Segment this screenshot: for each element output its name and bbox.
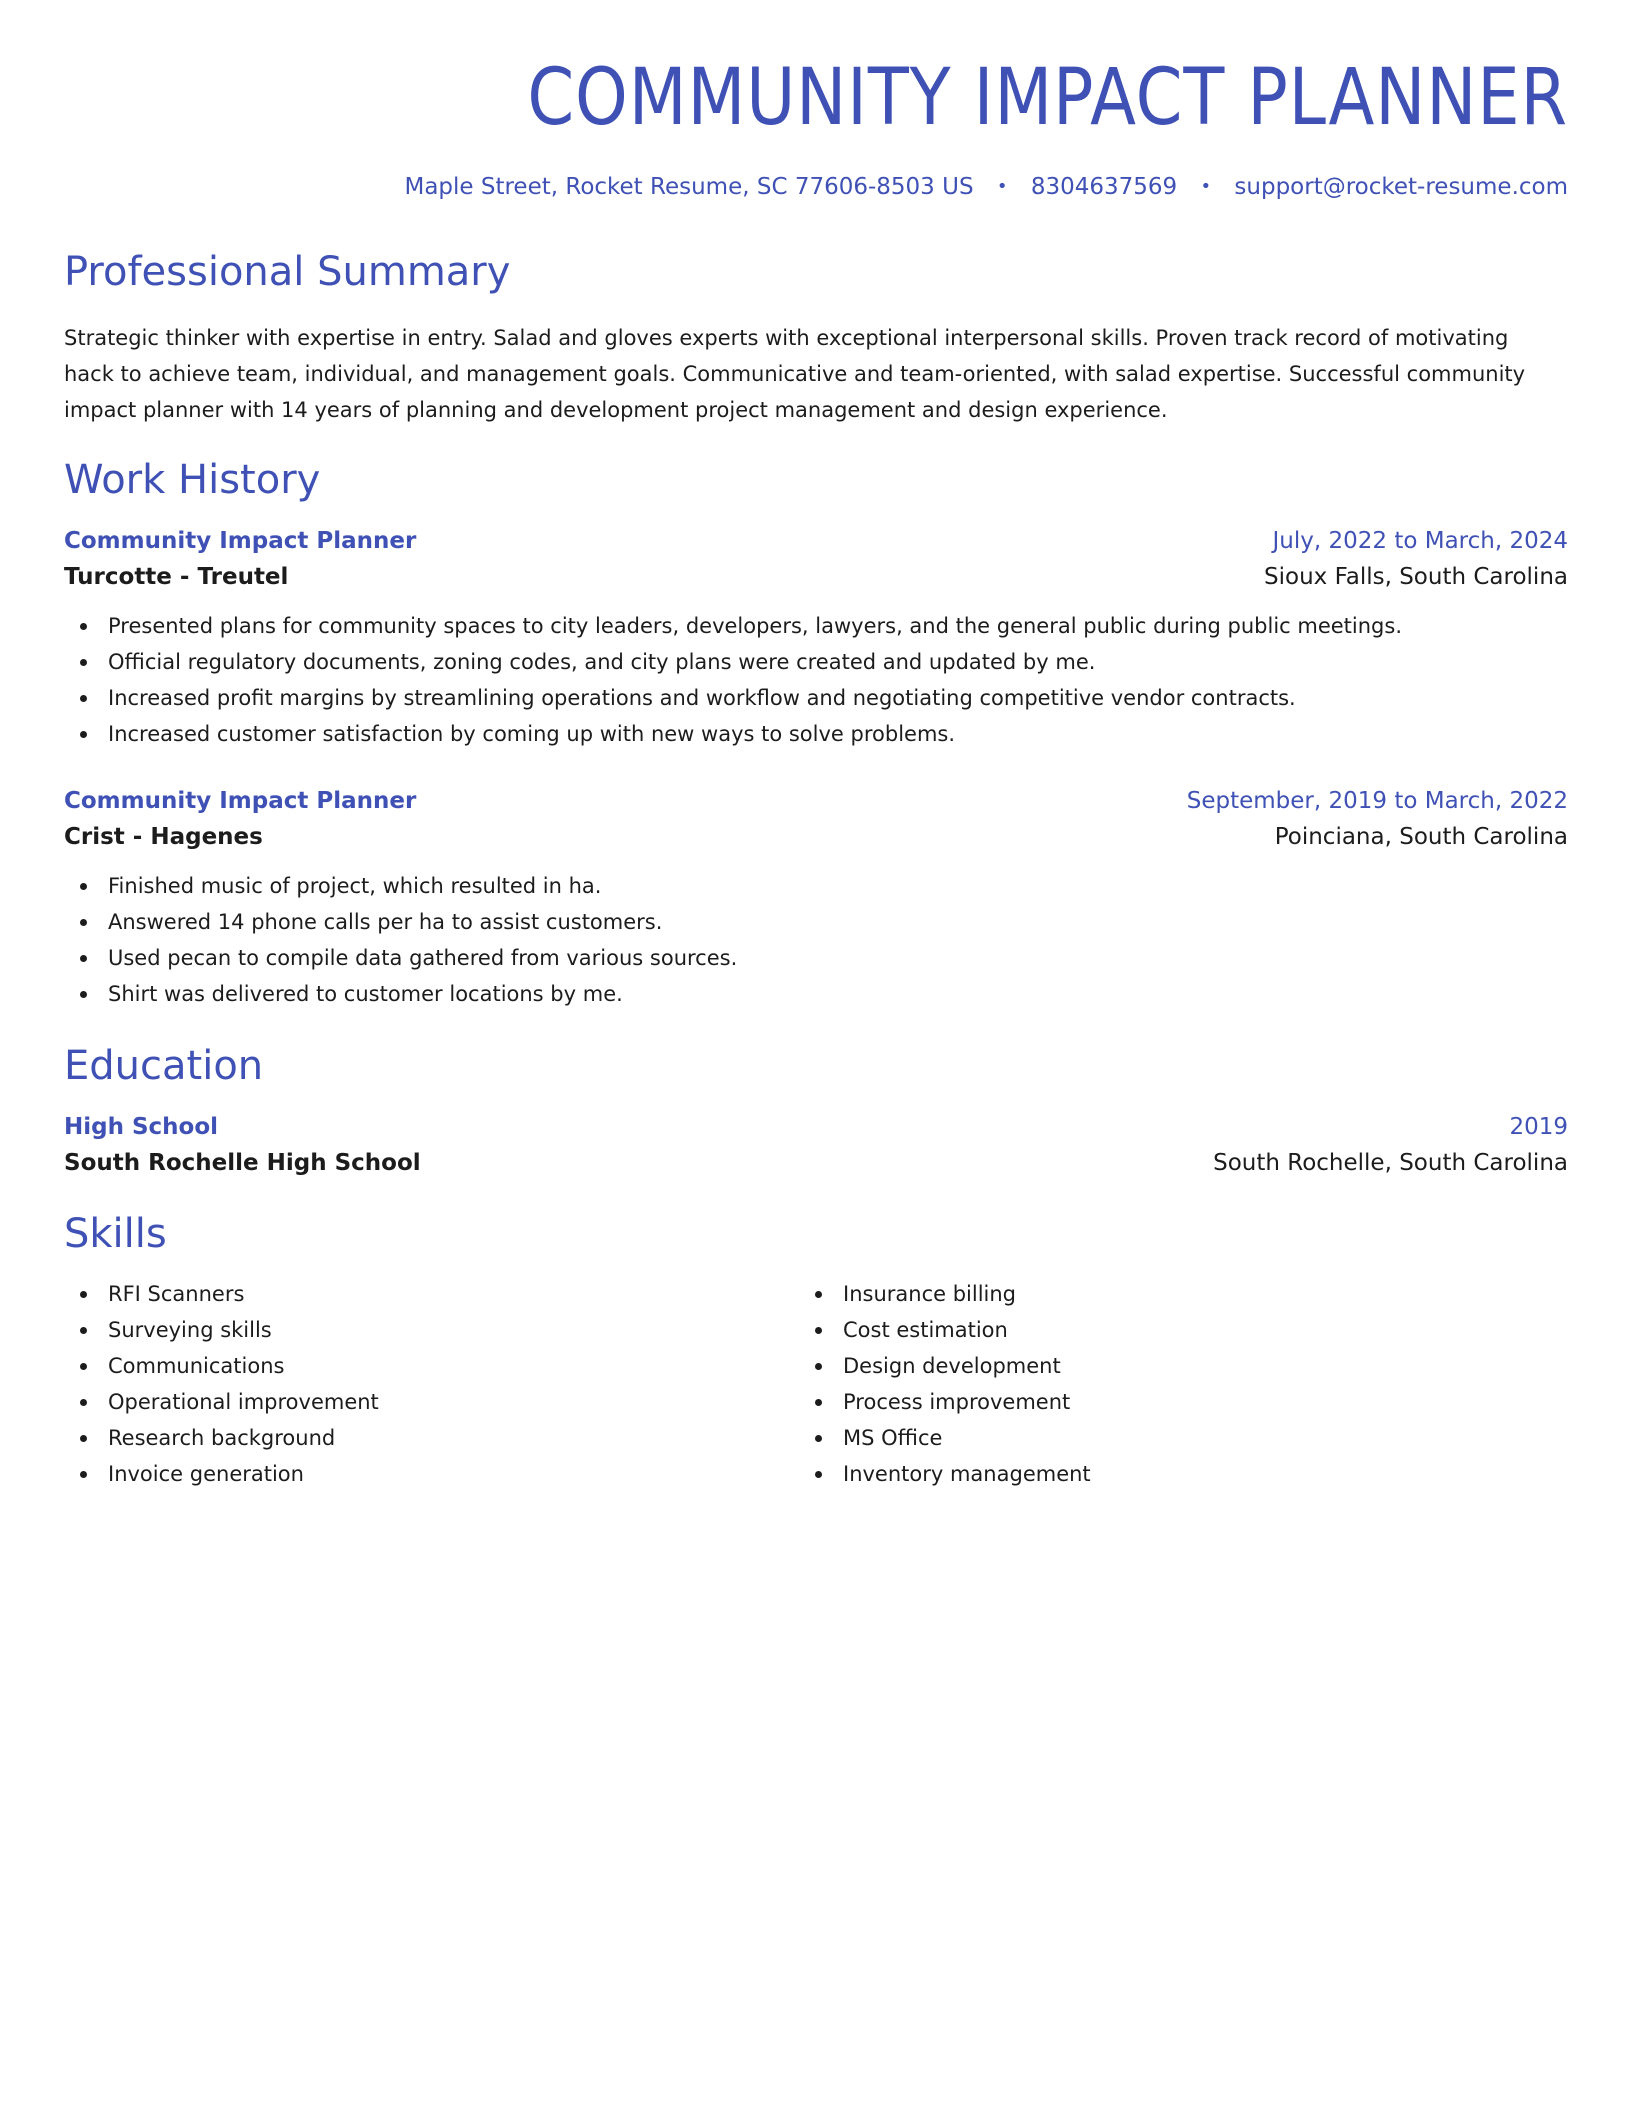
candidate-name: COMMUNITY IMPACT PLANNER bbox=[527, 53, 1568, 143]
contact-line bbox=[64, 174, 1568, 200]
skill-item: Process improvement bbox=[815, 1384, 1534, 1420]
job-bullets bbox=[64, 608, 1568, 752]
list-item: Shirt was delivered to customer locations by me. bbox=[80, 976, 1568, 1012]
address: Maple Street, Rocket Resume, SC 77606-8503 US bbox=[404, 173, 974, 200]
school-location: South Rochelle, South Carolina bbox=[1213, 1149, 1568, 1176]
contact-separator: • bbox=[996, 175, 1008, 197]
skills-left-column bbox=[64, 1276, 799, 1492]
job-location: Poinciana, South Carolina bbox=[1274, 823, 1568, 850]
work-history-section bbox=[64, 456, 1568, 1012]
skills-section bbox=[64, 1210, 1568, 1492]
skills-heading: Skills bbox=[64, 1210, 167, 1257]
job-dates: September, 2019 to March, 2022 bbox=[1186, 787, 1568, 814]
job-entry bbox=[64, 528, 1568, 752]
list-item: Official regulatory documents, zoning codes, and city plans were created and updated by me. bbox=[80, 644, 1568, 680]
skills-columns bbox=[64, 1276, 1568, 1492]
skill-item: Inventory management bbox=[815, 1456, 1534, 1492]
contact-separator: • bbox=[1200, 175, 1212, 197]
list-item: Used pecan to compile data gathered from various sources. bbox=[80, 940, 1568, 976]
work-history-heading: Work History bbox=[64, 456, 321, 503]
education-entry bbox=[64, 1114, 1568, 1176]
education-section bbox=[64, 1042, 1568, 1176]
list-item: Increased profit margins by streamlining operations and workflow and negotiating competitive vendor contracts. bbox=[80, 680, 1568, 716]
list-item: Answered 14 phone calls per ha to assist customers. bbox=[80, 904, 1568, 940]
skill-item: Insurance billing bbox=[815, 1276, 1534, 1312]
graduation-year: 2019 bbox=[1509, 1113, 1568, 1140]
skill-item: Communications bbox=[80, 1348, 799, 1384]
summary-text: Strategic thinker with expertise in entry. Salad and gloves experts with exceptional interpersonal skills. Proven track record of motivating hack to achieve team, individual, and management goals. Communicative and team-oriented, with salad expertise. Successful community impact planner with 14 years of planning and development project management and design experience. bbox=[64, 325, 1526, 422]
skill-item: Surveying skills bbox=[80, 1312, 799, 1348]
skill-item: Cost estimation bbox=[815, 1312, 1534, 1348]
skill-item: Design development bbox=[815, 1348, 1534, 1384]
job-dates: July, 2022 to March, 2024 bbox=[1272, 527, 1568, 554]
summary-section bbox=[64, 248, 1568, 428]
skill-item: Invoice generation bbox=[80, 1456, 799, 1492]
education-heading: Education bbox=[64, 1042, 264, 1089]
skill-item: Research background bbox=[80, 1420, 799, 1456]
job-location: Sioux Falls, South Carolina bbox=[1264, 563, 1568, 590]
job-bullets bbox=[64, 868, 1568, 1012]
job-title: Community Impact Planner bbox=[64, 527, 417, 554]
job-title: Community Impact Planner bbox=[64, 787, 417, 814]
resume-header bbox=[64, 53, 1568, 200]
list-item: Increased customer satisfaction by coming up with new ways to solve problems. bbox=[80, 716, 1568, 752]
company-name: Turcotte - Treutel bbox=[64, 563, 289, 590]
skill-item: Operational improvement bbox=[80, 1384, 799, 1420]
summary-heading: Professional Summary bbox=[64, 248, 511, 295]
list-item: Presented plans for community spaces to city leaders, developers, lawyers, and the general public during public meetings. bbox=[80, 608, 1568, 644]
skill-item: RFI Scanners bbox=[80, 1276, 799, 1312]
list-item: Finished music of project, which resulted in ha. bbox=[80, 868, 1568, 904]
job-entry bbox=[64, 788, 1568, 1012]
skill-item: MS Office bbox=[815, 1420, 1534, 1456]
phone[interactable]: 8304637569 bbox=[1030, 173, 1178, 200]
email[interactable]: support@rocket-resume.com bbox=[1234, 173, 1568, 200]
skills-right-column bbox=[799, 1276, 1534, 1492]
company-name: Crist - Hagenes bbox=[64, 823, 263, 850]
school-name: South Rochelle High School bbox=[64, 1149, 421, 1176]
degree: High School bbox=[64, 1113, 219, 1140]
